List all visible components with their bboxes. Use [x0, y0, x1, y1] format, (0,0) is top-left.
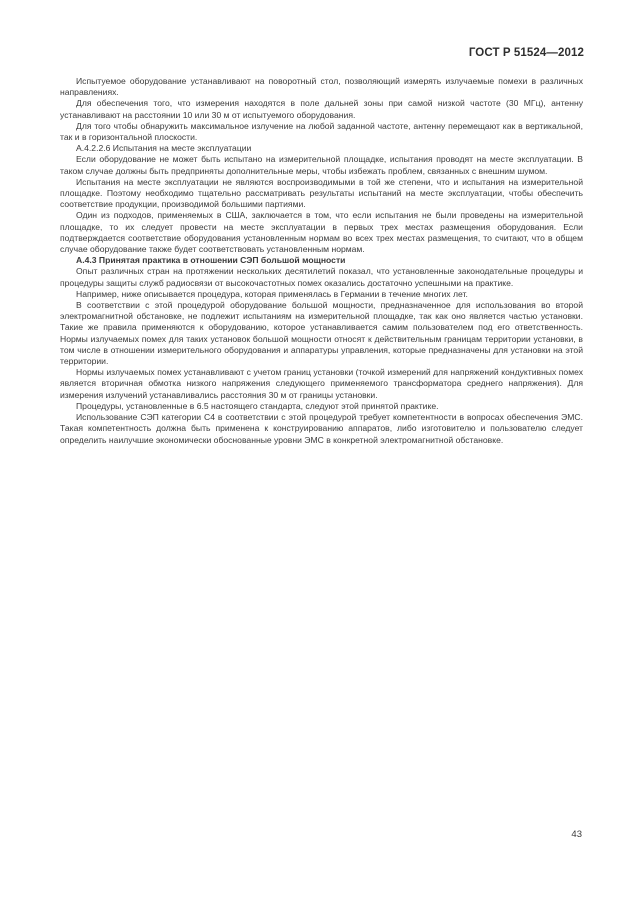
section-heading-bold: А.4.3 Принятая практика в отношении СЭП большой мощности	[76, 255, 346, 266]
page-number: 43	[571, 829, 582, 840]
body-paragraph: Для обеспечения того, что измерения находятся в поле дальней зоны при самой низкой частоте (30 МГц), антенну устанавливают на расстоянии 10 или 30 м от испытуемого оборудования.	[60, 98, 583, 120]
body-paragraph: Испытуемое оборудование устанавливают на поворотный стол, позволяющий измерять излучаемые помехи в различных направлениях.	[60, 76, 583, 98]
document-code-header: ГОСТ Р 51524—2012	[468, 47, 584, 59]
body-paragraph: Для того чтобы обнаружить максимальное излучение на любой заданной частоте, антенну перемещают как в вертикальной, так и в горизонтальной плоскости.	[60, 120, 583, 143]
body-paragraph: Опыт различных стран на протяжении нескольких десятилетий показал, что установленные законодательные процедуры и процедуры защиты служб радиосвязи от высокочастотных помех оказались достаточно успешными на практике.	[60, 266, 583, 288]
body-paragraph: Процедуры, установленные в 6.5 настоящего стандарта, следуют этой принятой практике.	[76, 400, 439, 411]
body-paragraph: Испытания на месте эксплуатации не являются воспроизводимыми в той же степени, что и испытания на измерительной площадке. Поэтому необходимо тщательно рассматривать результаты испытаний на месте эксплуатации, чтобы обеспечить соответствие продукции, производимой большими партиями.	[60, 176, 583, 210]
body-paragraph: В соответствии с этой процедурой оборудование большой мощности, предназначенное для использования во второй электромагнитной обстановке, не подлежит испытаниям на измерительной площадке, так как оно является частью установки. Такие же правила применяются к оборудованию, которое устанавливается самим пользователем под его ответственность. Нормы излучаемых помех для таких установок большой мощности относят к действительным границам территории установки, в том числе в отношении измерительного оборудования и аппаратуры управления, которые предназначены для установки на этой территории.	[60, 300, 583, 367]
body-paragraph: Один из подходов, применяемых в США, заключается в том, что если испытания не были проведены на измерительной площадке, то их следует провести на месте эксплуатации в первых трех местах размещения оборудования. Если подтверждается соответствие оборудования установленным нормам во всех трех местах размещения, то считают, что в общем случае оборудование также будет соответствовать установленным нормам.	[60, 210, 583, 255]
body-paragraph: Если оборудование не может быть испытано на измерительной площадке, испытания проводят на месте эксплуатации. В таком случае должны быть предприняты дополнительные меры, чтобы избежать проблем, связанных с внешним шумом.	[60, 154, 583, 176]
body-paragraph: Нормы излучаемых помех устанавливают с учетом границ установки (точкой измерений для напряжений кондуктивных помех является вторичная обмотка низкого напряжения следующего применяемого трансформатора среднего напряжения). Для измерения излучений устанавливались расстояния 30 м от границы установки.	[60, 367, 583, 400]
body-paragraph: Использование СЭП категории С4 в соответствии с этой процедурой требует компетентности в вопросах обеспечения ЭМС. Такая компетентность должна быть применена к конструированию аппаратов, либо изготовителю и пользователю следует определить наилучшие экономически обоснованные уровни ЭМС в конкретной электромагнитной обстановке.	[60, 412, 583, 445]
body-paragraph: Например, ниже описывается процедура, которая применялась в Германии в течение многих лет.	[76, 288, 468, 299]
section-heading: А.4.2.2.6 Испытания на месте эксплуатации	[76, 143, 252, 154]
document-body	[60, 76, 583, 446]
